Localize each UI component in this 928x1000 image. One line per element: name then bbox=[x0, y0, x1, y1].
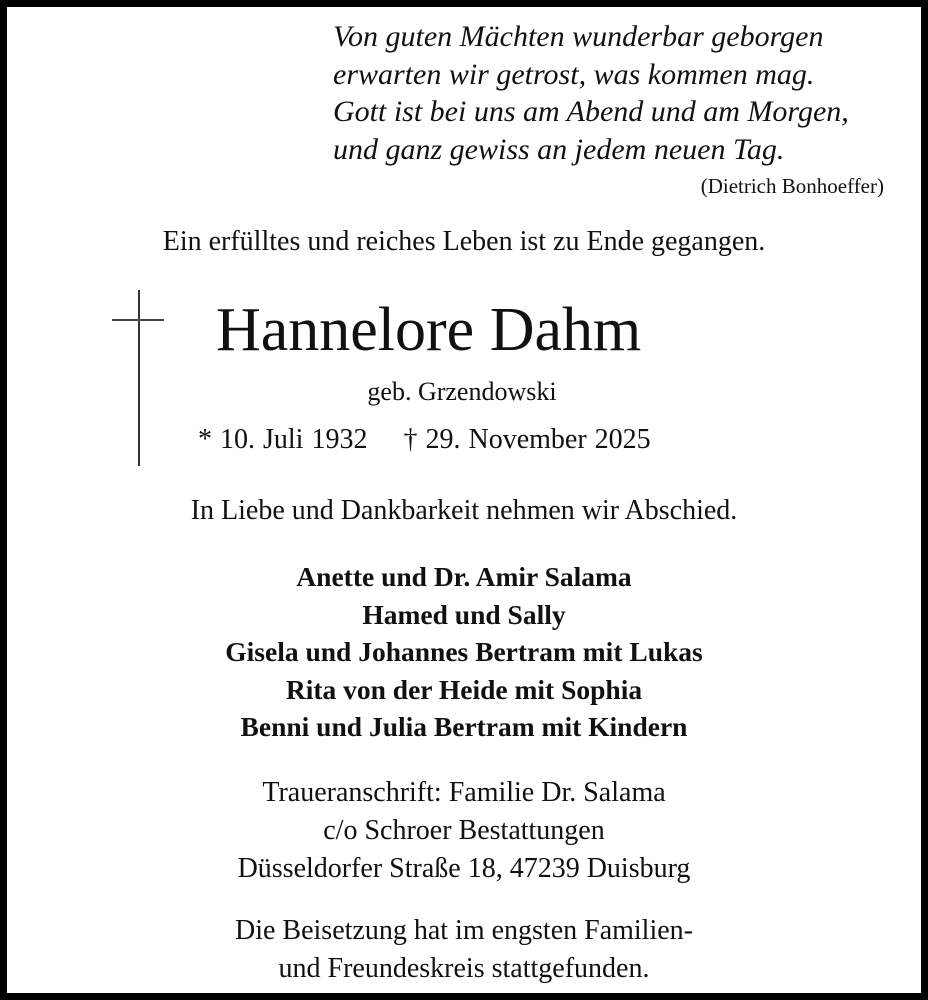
quote-author: (Dietrich Bonhoeffer) bbox=[700, 174, 884, 198]
lead-text: Ein erfülltes und reiches Leben ist zu Ende gegangen. bbox=[162, 226, 766, 257]
burial-line: Die Beisetzung hat im engsten Familien- bbox=[234, 915, 693, 946]
family-member: Hamed und Sally bbox=[362, 598, 566, 630]
address-line: Düsseldorfer Straße 18, 47239 Duisburg bbox=[237, 853, 691, 884]
death-date: † 29. November 2025 bbox=[403, 424, 651, 455]
farewell-text: In Liebe und Dankbarkeit nehmen wir Abschied. bbox=[190, 495, 738, 526]
family-member: Rita von der Heide mit Sophia bbox=[285, 673, 643, 705]
quote-line: Gott ist bei uns am Abend und am Morgen, bbox=[333, 95, 849, 128]
family-member: Benni und Julia Bertram mit Kindern bbox=[240, 711, 688, 742]
quote-line: und ganz gewiss an jedem neuen Tag. bbox=[333, 132, 785, 166]
burial-line: und Freundeskreis stattgefunden. bbox=[278, 953, 650, 984]
deceased-name: Hannelore Dahm bbox=[216, 296, 642, 364]
mourning-address bbox=[0, 774, 928, 888]
address-line: Traueranschrift: Familie Dr. Salama bbox=[262, 777, 666, 808]
burial-note bbox=[0, 912, 928, 988]
birth-date: * 10. Juli 1932 bbox=[198, 424, 368, 455]
cross-icon-bar bbox=[112, 319, 164, 321]
family-member: Anette und Dr. Amir Salama bbox=[296, 561, 632, 592]
quote-line: Von guten Mächten wunderbar geborgen bbox=[333, 20, 824, 53]
family-member: Gisela und Johannes Bertram mit Lukas bbox=[225, 636, 703, 667]
quote bbox=[333, 18, 849, 168]
family-list bbox=[0, 558, 928, 746]
life-dates bbox=[198, 424, 651, 456]
address-line: c/o Schroer Bestattungen bbox=[323, 815, 605, 846]
birth-name: geb. Grzendowski bbox=[367, 377, 557, 406]
quote-line: erwarten wir getrost, was kommen mag. bbox=[333, 57, 815, 91]
